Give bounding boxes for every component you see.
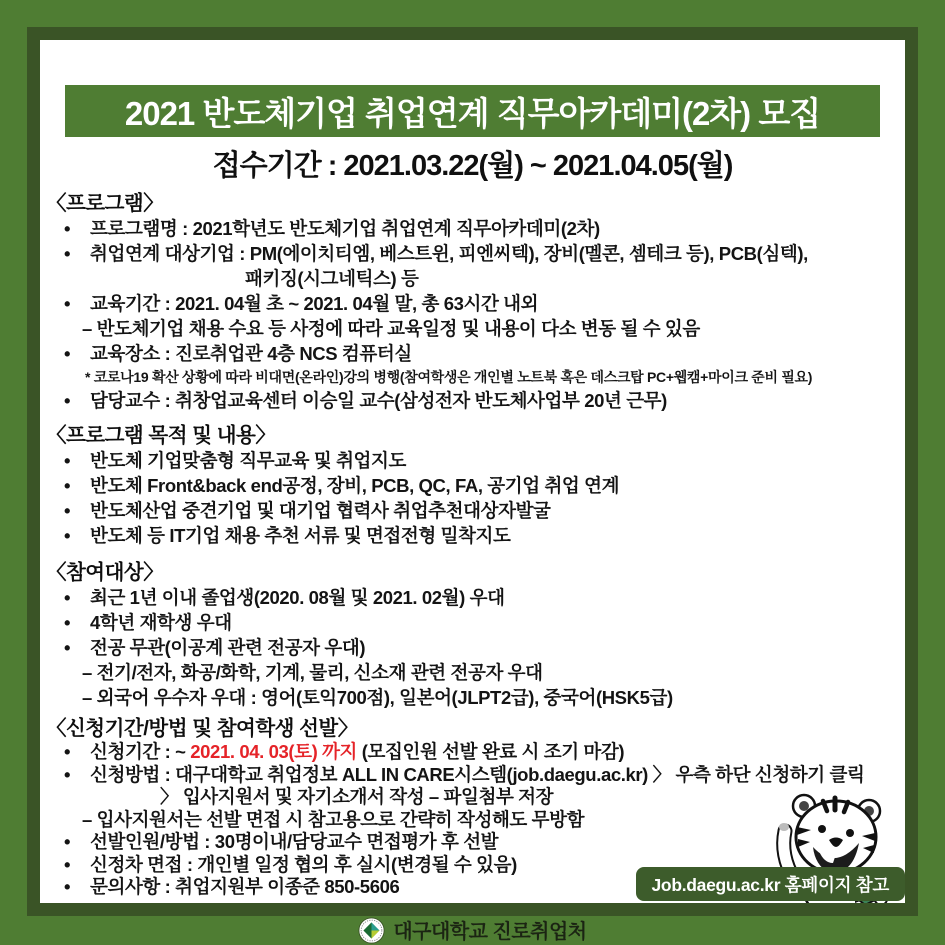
application-period: 접수기간 : 2021.03.22(월) ~ 2021.04.05(월) <box>212 150 733 182</box>
homepage-badge <box>636 867 906 901</box>
list-footnote: * 코로나19 확산 상황에 따라 비대면(온라인)강의 병행(참여학생은 개인별 노트북 혹은 데스크탑 PC+웹캠+마이크 준비 필요) <box>85 369 813 385</box>
title-banner <box>65 85 880 137</box>
homepage-badge-label: Job.daegu.ac.kr 홈페이지 참고 <box>651 874 889 895</box>
poster-title: 2021 반도체기업 취업연계 직무아카데미(2차) 모집 <box>124 94 821 132</box>
list-item: • 프로그램명 : 2021학년도 반도체기업 취업연계 직무아카데미(2차) <box>46 216 905 241</box>
purpose-section <box>40 423 905 548</box>
list-item: • 전공 무관(이공계 관련 전공자 우대) <box>46 635 905 660</box>
deadline-suffix: (모집인원 선발 완료 시 조기 마감) <box>357 741 625 762</box>
list-subitem: – 외국어 우수자 우대 : 영어(토익700점), 일본어(JLPT2급), 중국어(HSK5급) <box>82 687 673 708</box>
list-item: • 교육장소 : 진로취업관 4층 NCS 컴퓨터실 <box>46 341 905 366</box>
section-heading: 〈프로그램〉 <box>46 192 164 215</box>
list-item: • 반도체 Front&back end공정, 장비, PCB, QC, FA, 공기업 취업 연계 <box>46 473 905 498</box>
footer-org-name: 대구대학교 진로취업처 <box>393 921 587 943</box>
list-item: • 최근 1년 이내 졸업생(2020. 08월 및 2021. 02월) 우대 <box>46 585 905 610</box>
university-logo-icon <box>358 917 385 944</box>
program-section <box>40 191 905 413</box>
list-item: • 반도체 등 IT기업 채용 추천 서류 및 면접전형 밀착지도 <box>46 523 905 548</box>
list-item: • 신청방법 : 대구대학교 취업정보 ALL IN CARE시스템(job.daegu.ac.kr) 〉 우측 하단 신청하기 클릭 <box>46 764 905 787</box>
content-panel <box>27 27 918 916</box>
deadline-prefix: 신청기간 : ~ <box>90 741 191 762</box>
list-item-continuation: 패키징(시그네틱스) 등 <box>245 268 419 289</box>
list-item: • 선발인원/방법 : 30명이내/담당교수 면접평가 후 선발 <box>46 831 905 854</box>
section-heading: 〈프로그램 목적 및 내용〉 <box>46 424 276 447</box>
deadline-highlight: 2021. 04. 03(토) 까지 <box>190 741 358 762</box>
list-item: • 취업연계 대상기업 : PM(에이치티엠, 베스트윈, 피엔씨텍), 장비(멜콘, 셈테크 등), PCB(심텍), <box>46 241 905 266</box>
target-section <box>40 560 905 710</box>
list-subitem: – 전기/전자, 화공/화학, 기계, 물리, 신소재 관련 전공자 우대 <box>82 662 543 683</box>
list-item-deadline <box>46 741 905 764</box>
list-item: • 문의사항 : 취업지원부 이종준 850-5606 <box>46 876 905 899</box>
list-subitem: – 반도체기업 채용 수요 등 사정에 따라 교육일정 및 내용이 다소 변동 될 수 있음 <box>82 318 700 339</box>
section-heading: 〈참여대상〉 <box>46 561 164 584</box>
list-item: • 반도체 기업맞춤형 직무교육 및 취업지도 <box>46 448 905 473</box>
list-item: • 담당교수 : 취창업교육센터 이승일 교수(삼성전자 반도체사업부 20년 근무) <box>46 388 905 413</box>
list-item: • 반도체산업 중견기업 및 대기업 협력사 취업추천대상자발굴 <box>46 498 905 523</box>
list-item: • 신정차 면접 : 개인별 일정 협의 후 실시(변경될 수 있음) <box>46 854 905 877</box>
list-item-continuation: 〉 입사지원서 및 자기소개서 작성 – 파일첨부 저장 <box>160 786 554 807</box>
list-item: • 교육기간 : 2021. 04월 초 ~ 2021. 04월 말, 총 63시간 내외 <box>46 291 905 316</box>
list-item: • 4학년 재학생 우대 <box>46 610 905 635</box>
section-heading: 〈신청기간/방법 및 참여학생 선발〉 <box>46 717 358 740</box>
list-subitem: – 입사지원서는 선발 면접 시 참고용으로 간략히 작성해도 무방함 <box>82 808 585 830</box>
footer <box>0 916 945 945</box>
